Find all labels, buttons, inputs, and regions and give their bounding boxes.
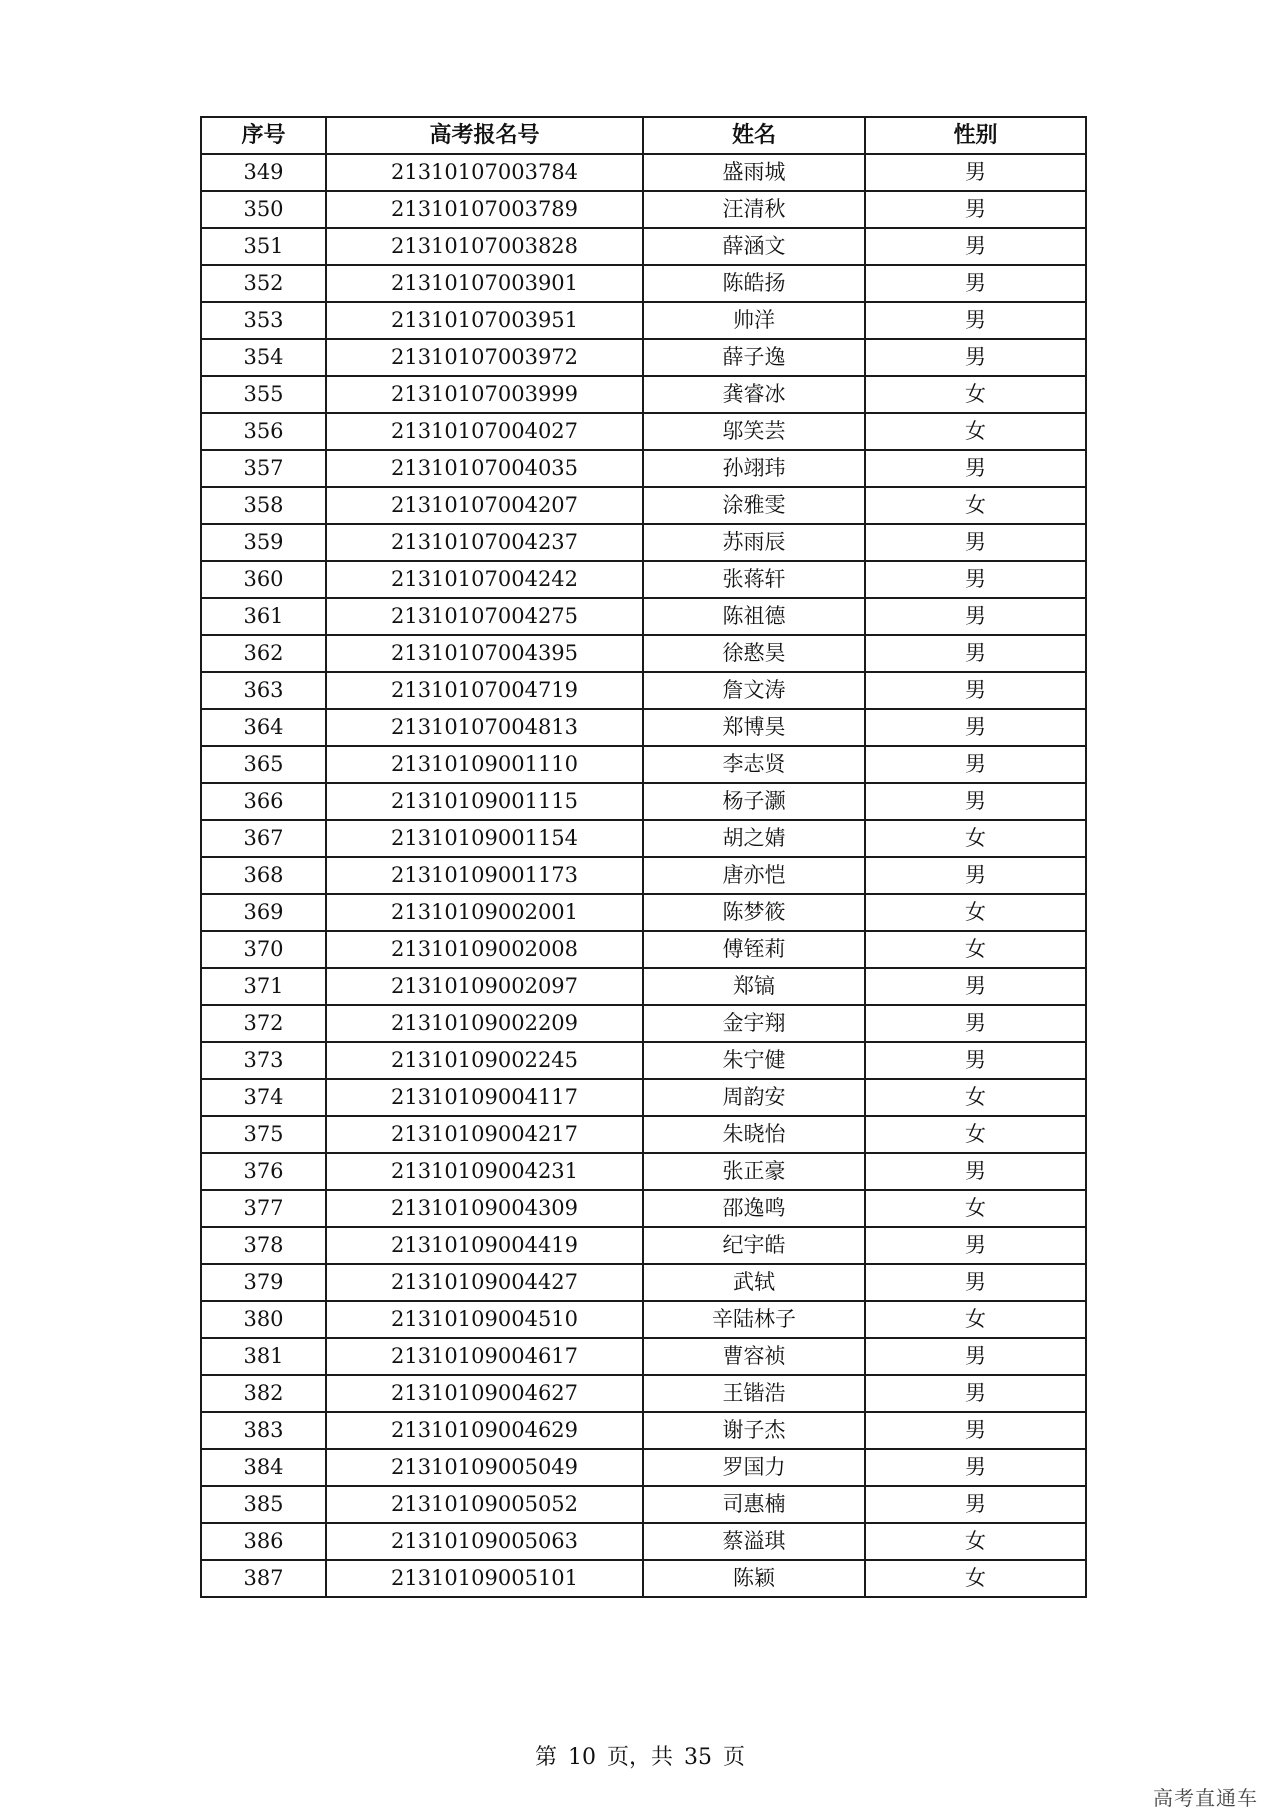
cell-seq: 355 — [201, 376, 326, 413]
table-row — [201, 1116, 1086, 1153]
cell-name: 纪宇皓 — [643, 1227, 865, 1264]
header-name: 姓名 — [643, 117, 865, 154]
footer-suffix: 页 — [723, 1745, 746, 1770]
cell-gender: 女 — [865, 487, 1086, 524]
cell-registration-number: 21310109004510 — [326, 1301, 643, 1338]
cell-name: 陈梦筱 — [643, 894, 865, 931]
cell-registration-number: 21310107004027 — [326, 413, 643, 450]
cell-seq: 376 — [201, 1153, 326, 1190]
cell-gender: 男 — [865, 709, 1086, 746]
cell-gender: 男 — [865, 598, 1086, 635]
table-row — [201, 487, 1086, 524]
cell-seq: 367 — [201, 820, 326, 857]
cell-name: 陈祖德 — [643, 598, 865, 635]
cell-gender: 男 — [865, 672, 1086, 709]
cell-name: 涂雅雯 — [643, 487, 865, 524]
page-footer — [0, 1740, 1280, 1771]
table-row — [201, 1338, 1086, 1375]
table-row — [201, 1560, 1086, 1597]
cell-seq: 385 — [201, 1486, 326, 1523]
cell-registration-number: 21310109002008 — [326, 931, 643, 968]
cell-gender: 女 — [865, 1523, 1086, 1560]
cell-name: 曹容祯 — [643, 1338, 865, 1375]
cell-gender: 女 — [865, 1116, 1086, 1153]
cell-name: 胡之婧 — [643, 820, 865, 857]
cell-registration-number: 21310107004242 — [326, 561, 643, 598]
cell-registration-number: 21310107004813 — [326, 709, 643, 746]
cell-seq: 363 — [201, 672, 326, 709]
cell-seq: 373 — [201, 1042, 326, 1079]
cell-registration-number: 21310109004231 — [326, 1153, 643, 1190]
cell-registration-number: 21310109002245 — [326, 1042, 643, 1079]
cell-seq: 383 — [201, 1412, 326, 1449]
cell-gender: 男 — [865, 154, 1086, 191]
cell-seq: 381 — [201, 1338, 326, 1375]
table-row — [201, 228, 1086, 265]
cell-name: 陈皓扬 — [643, 265, 865, 302]
cell-seq: 382 — [201, 1375, 326, 1412]
cell-registration-number: 21310109001110 — [326, 746, 643, 783]
cell-registration-number: 21310109004309 — [326, 1190, 643, 1227]
cell-registration-number: 21310109005101 — [326, 1560, 643, 1597]
cell-name: 龚睿冰 — [643, 376, 865, 413]
table-row — [201, 1412, 1086, 1449]
cell-name: 武轼 — [643, 1264, 865, 1301]
cell-name: 李志贤 — [643, 746, 865, 783]
cell-registration-number: 21310107003901 — [326, 265, 643, 302]
cell-seq: 372 — [201, 1005, 326, 1042]
cell-name: 郑镐 — [643, 968, 865, 1005]
admission-roster-table — [200, 116, 1087, 1598]
watermark: 高考直通车 — [1153, 1786, 1258, 1810]
cell-name: 詹文涛 — [643, 672, 865, 709]
cell-name: 张正豪 — [643, 1153, 865, 1190]
cell-name: 张蒋轩 — [643, 561, 865, 598]
cell-name: 傅铚莉 — [643, 931, 865, 968]
cell-registration-number: 21310107004207 — [326, 487, 643, 524]
cell-gender: 男 — [865, 1338, 1086, 1375]
table-row — [201, 154, 1086, 191]
cell-gender: 女 — [865, 1301, 1086, 1338]
cell-gender: 女 — [865, 1560, 1086, 1597]
cell-gender: 女 — [865, 820, 1086, 857]
cell-gender: 男 — [865, 746, 1086, 783]
cell-registration-number: 21310107003784 — [326, 154, 643, 191]
table-row — [201, 1190, 1086, 1227]
cell-gender: 男 — [865, 1227, 1086, 1264]
table-row — [201, 635, 1086, 672]
cell-gender: 男 — [865, 1005, 1086, 1042]
cell-gender: 男 — [865, 1486, 1086, 1523]
cell-registration-number: 21310107003789 — [326, 191, 643, 228]
cell-seq: 387 — [201, 1560, 326, 1597]
cell-seq: 378 — [201, 1227, 326, 1264]
cell-gender: 男 — [865, 783, 1086, 820]
table-row — [201, 598, 1086, 635]
table-row — [201, 561, 1086, 598]
table-row — [201, 413, 1086, 450]
cell-gender: 男 — [865, 968, 1086, 1005]
table-row — [201, 1523, 1086, 1560]
cell-registration-number: 21310109005049 — [326, 1449, 643, 1486]
cell-registration-number: 21310109002001 — [326, 894, 643, 931]
cell-seq: 375 — [201, 1116, 326, 1153]
cell-gender: 男 — [865, 302, 1086, 339]
cell-registration-number: 21310109004627 — [326, 1375, 643, 1412]
cell-registration-number: 21310109005063 — [326, 1523, 643, 1560]
cell-name: 朱晓怡 — [643, 1116, 865, 1153]
cell-gender: 女 — [865, 931, 1086, 968]
cell-gender: 男 — [865, 191, 1086, 228]
cell-seq: 359 — [201, 524, 326, 561]
cell-gender: 男 — [865, 635, 1086, 672]
cell-registration-number: 21310107004719 — [326, 672, 643, 709]
table-row — [201, 524, 1086, 561]
cell-gender: 女 — [865, 1079, 1086, 1116]
cell-registration-number: 21310109004617 — [326, 1338, 643, 1375]
cell-name: 唐亦恺 — [643, 857, 865, 894]
cell-seq: 366 — [201, 783, 326, 820]
footer-page-number: 10 — [567, 1745, 596, 1770]
cell-gender: 男 — [865, 228, 1086, 265]
table-row — [201, 1449, 1086, 1486]
cell-gender: 男 — [865, 339, 1086, 376]
cell-registration-number: 21310109004117 — [326, 1079, 643, 1116]
table-row — [201, 302, 1086, 339]
cell-seq: 371 — [201, 968, 326, 1005]
footer-prefix: 第 — [534, 1745, 557, 1770]
cell-name: 孙翊玮 — [643, 450, 865, 487]
table-row — [201, 1375, 1086, 1412]
cell-name: 盛雨城 — [643, 154, 865, 191]
footer-total-pages: 35 — [684, 1745, 712, 1770]
cell-registration-number: 21310109002209 — [326, 1005, 643, 1042]
table-row — [201, 191, 1086, 228]
cell-registration-number: 21310109005052 — [326, 1486, 643, 1523]
table-row — [201, 1005, 1086, 1042]
cell-registration-number: 21310107004275 — [326, 598, 643, 635]
table-row — [201, 339, 1086, 376]
cell-seq: 364 — [201, 709, 326, 746]
table-row — [201, 1486, 1086, 1523]
header-gender: 性别 — [865, 117, 1086, 154]
cell-gender: 男 — [865, 1412, 1086, 1449]
table-row — [201, 1042, 1086, 1079]
table-row — [201, 1301, 1086, 1338]
header-registration-number: 高考报名号 — [326, 117, 643, 154]
cell-gender: 男 — [865, 265, 1086, 302]
cell-seq: 365 — [201, 746, 326, 783]
cell-name: 帅洋 — [643, 302, 865, 339]
cell-seq: 350 — [201, 191, 326, 228]
cell-seq: 361 — [201, 598, 326, 635]
cell-registration-number: 21310107003828 — [326, 228, 643, 265]
table-row — [201, 1153, 1086, 1190]
header-seq: 序号 — [201, 117, 326, 154]
cell-name: 金宇翔 — [643, 1005, 865, 1042]
cell-name: 薛涵文 — [643, 228, 865, 265]
cell-name: 邵逸鸣 — [643, 1190, 865, 1227]
cell-seq: 352 — [201, 265, 326, 302]
cell-seq: 379 — [201, 1264, 326, 1301]
table-row — [201, 1264, 1086, 1301]
table-row — [201, 672, 1086, 709]
cell-seq: 360 — [201, 561, 326, 598]
cell-seq: 354 — [201, 339, 326, 376]
cell-name: 徐憨昊 — [643, 635, 865, 672]
cell-name: 苏雨辰 — [643, 524, 865, 561]
table-header-row — [201, 117, 1086, 154]
cell-registration-number: 21310107004035 — [326, 450, 643, 487]
cell-seq: 351 — [201, 228, 326, 265]
cell-name: 辛陆林子 — [643, 1301, 865, 1338]
cell-name: 汪清秋 — [643, 191, 865, 228]
table-row — [201, 709, 1086, 746]
table-row — [201, 968, 1086, 1005]
table-row — [201, 1079, 1086, 1116]
cell-seq: 369 — [201, 894, 326, 931]
cell-gender: 女 — [865, 413, 1086, 450]
cell-registration-number: 21310109004427 — [326, 1264, 643, 1301]
cell-registration-number: 21310109001154 — [326, 820, 643, 857]
cell-seq: 357 — [201, 450, 326, 487]
cell-registration-number: 21310107003972 — [326, 339, 643, 376]
cell-registration-number: 21310107003951 — [326, 302, 643, 339]
cell-registration-number: 21310107003999 — [326, 376, 643, 413]
cell-gender: 女 — [865, 376, 1086, 413]
cell-name: 杨子灏 — [643, 783, 865, 820]
cell-seq: 362 — [201, 635, 326, 672]
cell-registration-number: 21310109004419 — [326, 1227, 643, 1264]
cell-registration-number: 21310107004395 — [326, 635, 643, 672]
cell-gender: 男 — [865, 561, 1086, 598]
cell-seq: 377 — [201, 1190, 326, 1227]
cell-gender: 男 — [865, 1042, 1086, 1079]
cell-registration-number: 21310109004629 — [326, 1412, 643, 1449]
cell-name: 罗国力 — [643, 1449, 865, 1486]
cell-seq: 384 — [201, 1449, 326, 1486]
cell-registration-number: 21310107004237 — [326, 524, 643, 561]
cell-registration-number: 21310109004217 — [326, 1116, 643, 1153]
table-row — [201, 376, 1086, 413]
cell-gender: 男 — [865, 1264, 1086, 1301]
cell-name: 薛子逸 — [643, 339, 865, 376]
cell-name: 蔡溢琪 — [643, 1523, 865, 1560]
cell-gender: 男 — [865, 1153, 1086, 1190]
cell-name: 朱宁健 — [643, 1042, 865, 1079]
cell-gender: 男 — [865, 524, 1086, 561]
cell-name: 司惠楠 — [643, 1486, 865, 1523]
cell-gender: 男 — [865, 450, 1086, 487]
cell-name: 周韵安 — [643, 1079, 865, 1116]
cell-registration-number: 21310109001115 — [326, 783, 643, 820]
cell-gender: 女 — [865, 894, 1086, 931]
cell-name: 谢子杰 — [643, 1412, 865, 1449]
cell-name: 郑博昊 — [643, 709, 865, 746]
cell-seq: 374 — [201, 1079, 326, 1116]
table-row — [201, 894, 1086, 931]
table-row — [201, 783, 1086, 820]
cell-seq: 353 — [201, 302, 326, 339]
table-row — [201, 1227, 1086, 1264]
table-row — [201, 820, 1086, 857]
cell-seq: 349 — [201, 154, 326, 191]
cell-name: 王锴浩 — [643, 1375, 865, 1412]
cell-gender: 男 — [865, 1449, 1086, 1486]
table-row — [201, 265, 1086, 302]
table-row — [201, 857, 1086, 894]
cell-seq: 368 — [201, 857, 326, 894]
cell-gender: 女 — [865, 1190, 1086, 1227]
cell-gender: 男 — [865, 857, 1086, 894]
cell-name: 邬笑芸 — [643, 413, 865, 450]
cell-seq: 370 — [201, 931, 326, 968]
cell-seq: 386 — [201, 1523, 326, 1560]
cell-gender: 男 — [865, 1375, 1086, 1412]
cell-name: 陈颖 — [643, 1560, 865, 1597]
footer-middle: 页，共 — [606, 1745, 673, 1770]
table-row — [201, 746, 1086, 783]
table-body — [201, 154, 1086, 1597]
cell-seq: 356 — [201, 413, 326, 450]
cell-seq: 380 — [201, 1301, 326, 1338]
table-row — [201, 450, 1086, 487]
cell-registration-number: 21310109001173 — [326, 857, 643, 894]
cell-registration-number: 21310109002097 — [326, 968, 643, 1005]
cell-seq: 358 — [201, 487, 326, 524]
table-row — [201, 931, 1086, 968]
